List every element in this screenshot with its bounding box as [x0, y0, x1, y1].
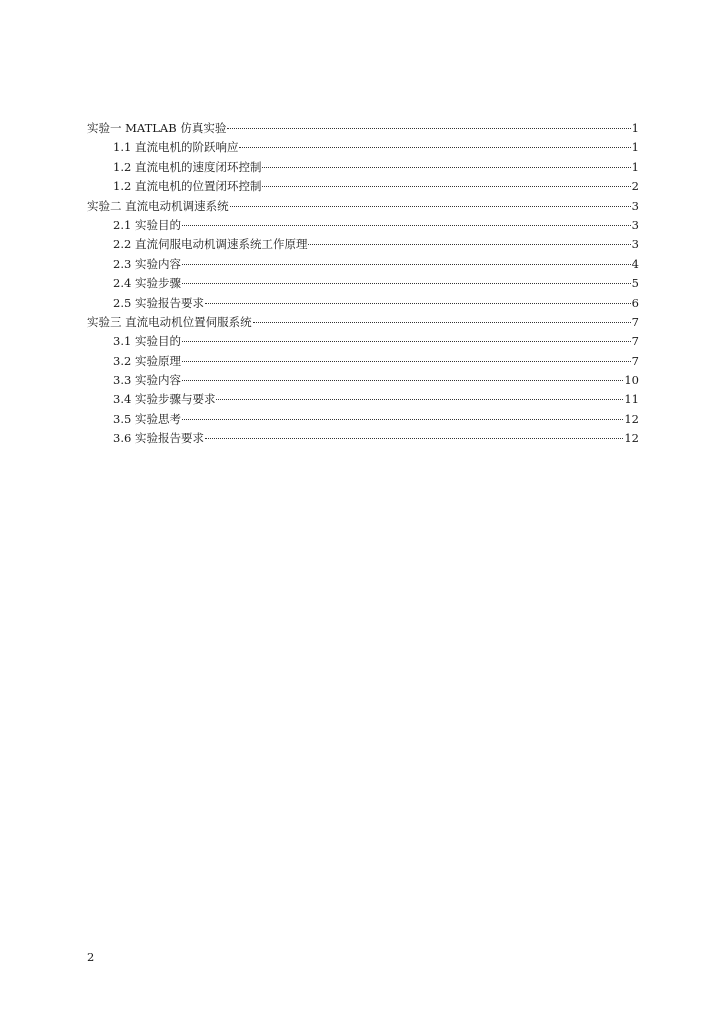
toc-dot-leader — [182, 417, 623, 420]
toc-dot-leader — [182, 359, 631, 362]
toc-entry-title: 3.1 实验目的 — [113, 334, 181, 349]
toc-dot-leader — [205, 301, 631, 304]
toc-dot-leader — [182, 262, 631, 265]
toc-dot-leader — [262, 184, 630, 187]
toc-entry-page: 6 — [631, 295, 639, 310]
toc-entry-title: 1.1 直流电机的阶跃响应 — [113, 140, 239, 155]
toc-entry-page: 11 — [624, 392, 639, 407]
toc-entry-page: 12 — [624, 411, 639, 426]
toc-entry-page: 3 — [631, 217, 639, 232]
toc-section-entry[interactable] — [87, 371, 639, 390]
toc-entry-page: 3 — [631, 198, 639, 213]
page-number: 2 — [87, 950, 95, 964]
table-of-contents — [87, 119, 639, 449]
toc-entry-title: 实验一 MATLAB 仿真实验 — [87, 121, 227, 135]
toc-section-entry[interactable] — [87, 255, 639, 274]
toc-entry-page: 5 — [631, 276, 639, 291]
toc-section-entry[interactable] — [87, 177, 639, 196]
toc-entry-title: 1.2 直流电机的位置闭环控制 — [113, 179, 262, 194]
toc-entry-page: 7 — [631, 353, 639, 368]
toc-entry-title: 实验二 直流电动机调速系统 — [87, 198, 229, 213]
toc-entry-title: 3.6 实验报告要求 — [113, 431, 204, 446]
toc-dot-leader — [239, 145, 630, 148]
toc-entry-page: 1 — [631, 159, 639, 174]
toc-entry-title: 1.2 直流电机的速度闭环控制 — [113, 159, 262, 174]
toc-section-entry[interactable] — [87, 294, 639, 313]
toc-entry-title: 2.5 实验报告要求 — [113, 295, 204, 310]
toc-section-entry[interactable] — [87, 235, 639, 254]
toc-section-entry[interactable] — [87, 352, 639, 371]
toc-entry-title: 2.1 实验目的 — [113, 217, 181, 232]
toc-entry-title: 3.2 实验原理 — [113, 353, 181, 368]
toc-entry-title: 3.4 实验步骤与要求 — [113, 392, 216, 407]
toc-chapter-entry[interactable] — [87, 119, 639, 138]
toc-section-entry[interactable] — [87, 429, 639, 448]
toc-dot-leader — [182, 223, 631, 226]
toc-dot-leader — [182, 281, 631, 284]
toc-section-entry[interactable] — [87, 274, 639, 293]
toc-section-entry[interactable] — [87, 138, 639, 157]
toc-dot-leader — [227, 126, 630, 129]
toc-entry-page: 1 — [631, 140, 639, 155]
toc-entry-page: 7 — [631, 334, 639, 349]
toc-dot-leader — [308, 242, 630, 245]
toc-section-entry[interactable] — [87, 158, 639, 177]
toc-entry-page: 1 — [631, 121, 639, 135]
toc-section-entry[interactable] — [87, 216, 639, 235]
toc-chapter-entry[interactable] — [87, 197, 639, 216]
toc-entry-title: 2.3 实验内容 — [113, 256, 181, 271]
toc-dot-leader — [262, 165, 630, 168]
toc-entry-page: 12 — [624, 431, 639, 446]
toc-entry-page: 7 — [631, 314, 639, 329]
toc-entry-title: 3.5 实验思考 — [113, 411, 181, 426]
toc-section-entry[interactable] — [87, 410, 639, 429]
toc-entry-title: 2.2 直流伺服电动机调速系统工作原理 — [113, 237, 308, 252]
toc-entry-page: 10 — [624, 373, 639, 388]
toc-dot-leader — [182, 378, 623, 381]
toc-dot-leader — [253, 320, 631, 323]
toc-entry-page: 4 — [631, 256, 639, 271]
toc-dot-leader — [230, 204, 631, 207]
toc-chapter-entry[interactable] — [87, 313, 639, 332]
toc-entry-page: 2 — [631, 179, 639, 194]
toc-dot-leader — [216, 397, 623, 400]
toc-entry-title: 实验三 直流电动机位置伺服系统 — [87, 314, 252, 329]
toc-entry-title: 3.3 实验内容 — [113, 373, 181, 388]
toc-entry-page: 3 — [631, 237, 639, 252]
toc-dot-leader — [182, 339, 631, 342]
toc-section-entry[interactable] — [87, 390, 639, 409]
toc-dot-leader — [205, 436, 623, 439]
toc-entry-title: 2.4 实验步骤 — [113, 276, 181, 291]
toc-section-entry[interactable] — [87, 332, 639, 351]
